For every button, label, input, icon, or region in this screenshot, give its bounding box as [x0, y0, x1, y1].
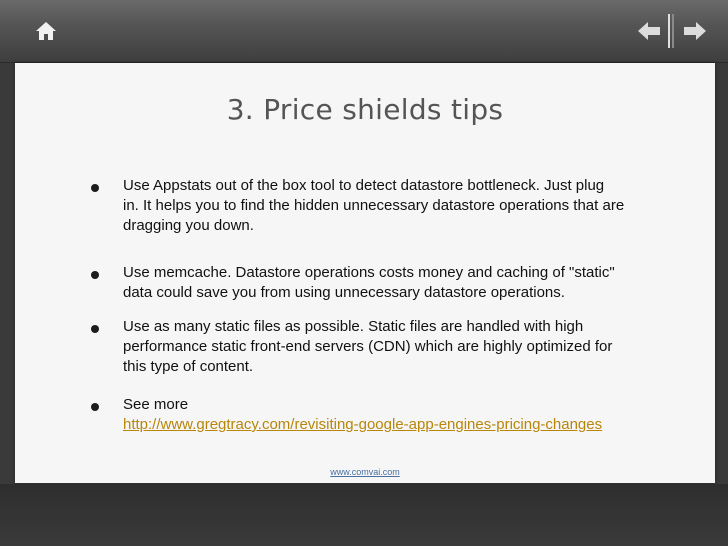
bullet-line: dragging you down. — [123, 217, 254, 234]
bullet-dot-icon — [91, 403, 99, 411]
bullet-line: data could save you from using unnecessary datastore operations. — [123, 284, 565, 301]
slide-title: 3. Price shields tips — [226, 93, 504, 126]
gregtracy-link[interactable]: http://www.gregtracy.com/revisiting-google-app-engines-pricing-changes — [123, 416, 603, 433]
bottom-bar — [0, 484, 728, 546]
home-icon[interactable] — [34, 19, 58, 43]
bullet-line: this type of content. — [123, 358, 254, 375]
bullet-text — [123, 263, 663, 303]
nav-divider — [667, 14, 675, 48]
bullet-dot-icon — [91, 325, 99, 333]
bullet-line: Use memcache. Datastore operations costs money and caching of "static" — [123, 264, 615, 281]
top-toolbar — [0, 0, 728, 63]
bullet-line: Use Appstats out of the box tool to detect datastore bottleneck. Just plug — [123, 177, 605, 194]
slide-navigation — [632, 14, 712, 48]
bullet-line: in. It helps you to find the hidden unnecessary datastore operations that are — [123, 197, 625, 214]
footer — [15, 467, 715, 477]
bullet-line: See more — [123, 396, 189, 413]
bullet-line: performance static front-end servers (CDN) which are highly optimized for — [123, 338, 613, 355]
arrow-right-icon[interactable] — [682, 20, 708, 42]
bullet-text — [123, 395, 663, 435]
bullet-dot-icon — [91, 271, 99, 279]
bullet-line: Use as many static files as possible. Static files are handled with high — [123, 318, 584, 335]
bullet-text — [123, 317, 663, 377]
bullet-dot-icon — [91, 184, 99, 192]
slide — [15, 63, 715, 483]
comvai-link[interactable]: www.comvai.com — [330, 467, 400, 477]
bullet-text — [123, 176, 663, 236]
arrow-left-icon[interactable] — [636, 20, 662, 42]
